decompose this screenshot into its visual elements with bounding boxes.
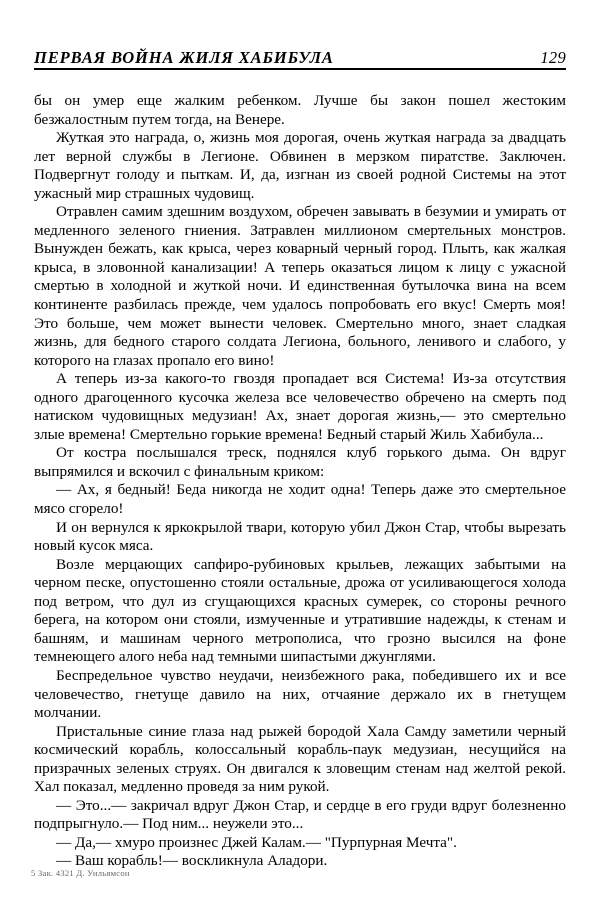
body-paragraph: — Ах, я бедный! Беда никогда не ходит одна! Теперь даже это смертельное мясо сгорело!: [34, 481, 566, 518]
body-paragraph: бы он умер еще жалким ребенком. Лучше бы закон пошел жестоким безжалостным путем тогда, на Венере.: [34, 92, 566, 128]
body-text: [34, 92, 566, 871]
body-paragraph: Пристальные синие глаза над рыжей бородой Хала Самду заметили черный космический корабль, колоссальный корабль-паук медузиан, несущийся на призрачных зеленых струях. Он двигался к зловещим стенам над желтой рекой. Хал показал, медленно проведя за ним рукой.: [34, 722, 566, 796]
body-paragraph: Возле мерцающих сапфиро-рубиновых крыльев, лежащих забытыми на черном песке, опустошенно стояли остальные, дрожа от усиливающегося холода под ветром, что дул из сгущающихся красных сумерек, со стороны речного берега, на котором они стояли, измученные и утратившие надежды, к стенам и башням, и машинам черного метрополиса, что грозно высился на фоне темнеющего алого неба над темными шипастыми джунглями.: [34, 555, 566, 666]
body-paragraph: А теперь из-за какого-то гвоздя пропадает вся Система! Из-за отсутствия одного драгоценного кусочка железа все человечество обречено на смерть под натиском чудовищных медузиан! Ах, знает дорогая жизнь,— это смертельно злые времена! Смертельно горькие времена! Бедный старый Жиль Хабибула...: [34, 370, 566, 443]
page-number: 129: [540, 47, 566, 67]
body-paragraph: — Это...— закричал вдруг Джон Стар, и сердце в его груди вдруг болезненно подпрыгнуло.— Под ним... неужели это...: [34, 796, 566, 833]
body-paragraph: Жуткая это награда, о, жизнь моя дорогая, очень жуткая награда за двадцать лет верной службы в Легионе. Обвинен в мерзком пиратстве. Заключен. Подвергнут голоду и пыткам. И, да, изгнан из своей родной Системы на этот ужасный мир страшных чудовищ.: [34, 129, 566, 202]
body-paragraph: — Да,— хмуро произнес Джей Калам.— "Пурпурная Мечта".: [56, 833, 457, 851]
body-paragraph: От костра послышался треск, поднялся клуб горького дыма. Он вдруг выпрямился и вскочил с финальным криком:: [34, 444, 566, 480]
body-paragraph: Отравлен самим здешним воздухом, обречен завывать в безумии и умирать от медленного зеленого гниения. Затравлен миллионом смертельных монстров. Вынужден бежать, как крыса, через коварный черный город. Плыть, как жалкая крыса, в зловонной канализации! А теперь оказаться лицом к лицу с ужасной смертью в холодной и жуткой ночи. И единственная бутылочка вина на всем континенте разбилась прежде, чем удалось попробовать его вкус! Смерть моя! Это больше, чем может вынести человек. Смертельно много, знает сладкая жизнь, для бедного старого солдата Легиона, больного, ленивого и слабого, у которого на глазах пропало его вино!: [34, 203, 566, 369]
body-paragraph: Беспредельное чувство неудачи, неизбежного рака, победившего их и все человечество, гнетуще давило на них, отчаяние держало их в гнетущем молчании.: [34, 666, 566, 722]
body-paragraph: — Ваш корабль!— воскликнула Аладори.: [56, 852, 328, 870]
running-head-title: ПЕРВАЯ ВОЙНА ЖИЛЯ ХАБИБУЛА: [34, 47, 334, 67]
signature-mark: 5 Зак. 4321 Д. Уильямсон: [31, 868, 130, 878]
running-head: [34, 44, 566, 70]
body-paragraph: И он вернулся к яркокрылой твари, которую убил Джон Стар, чтобы вырезать новый кусок мяса.: [34, 518, 566, 555]
